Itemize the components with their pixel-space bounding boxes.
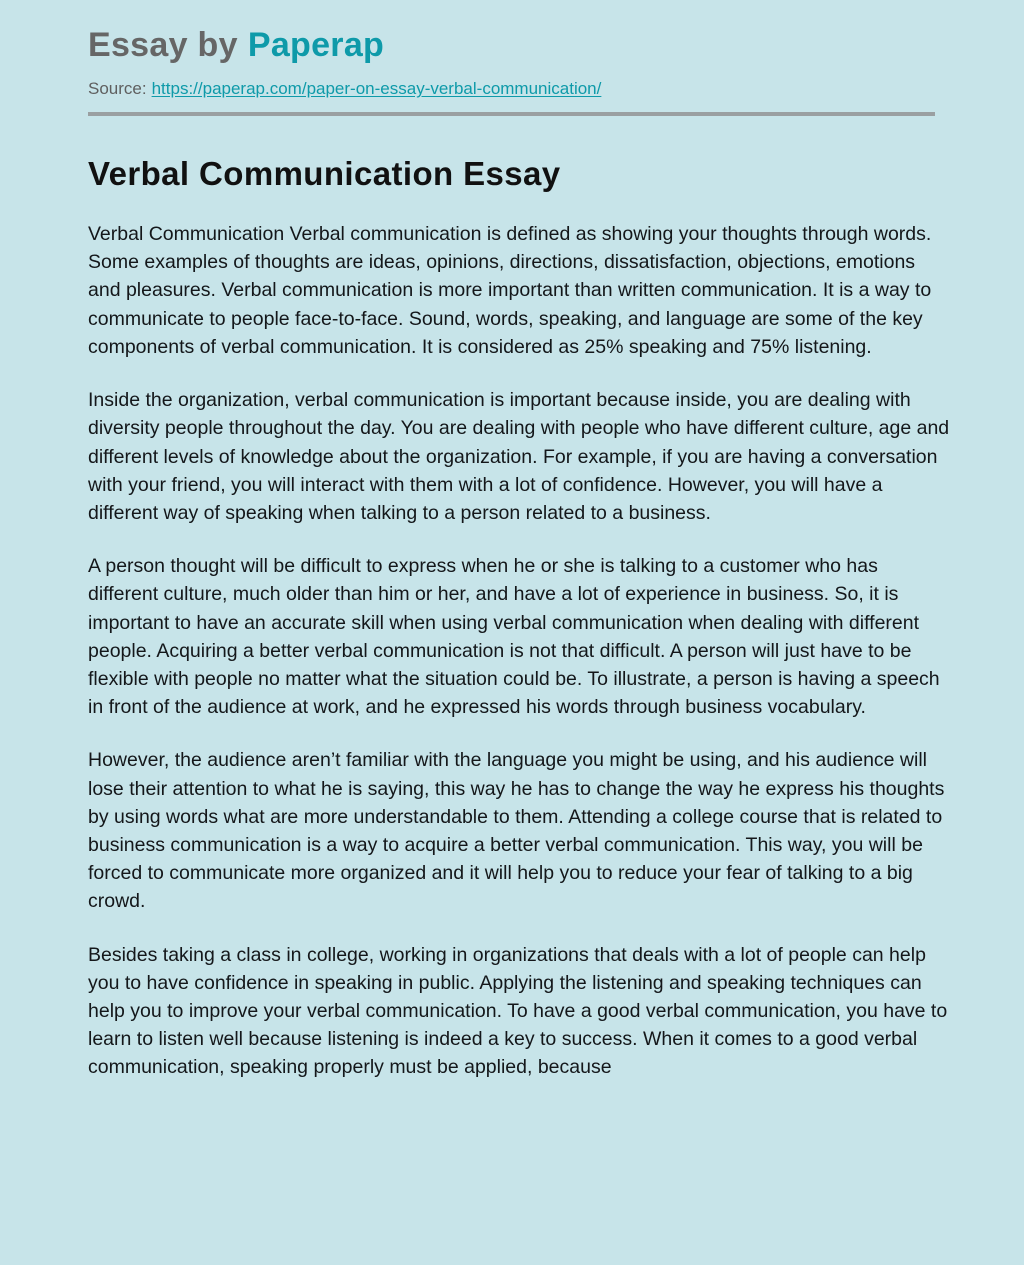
brand-title — [88, 26, 936, 65]
article-body — [88, 220, 950, 1081]
paragraph: Verbal Communication Verbal communication is defined as showing your thoughts through words. Some examples of thoughts are ideas, opinions, directions, dissatisfaction, objections, emotions and pleasures. Verbal communication is more important than written communication. It is a way to communicate to people face-to-face. Sound, words, speaking, and language are some of the key components of verbal communication. It is considered as 25% speaking and 75% listening. — [88, 223, 932, 358]
source-url-link[interactable]: https://paperap.com/paper-on-essay-verbal-communication/ — [151, 79, 602, 99]
paragraph: Besides taking a class in college, working in organizations that deals with a lot of people can help you to have confidence in speaking in public. Applying the listening and speaking techniques can help you to improve your verbal communication. To have a good verbal communication, you have to learn to listen well because listening is indeed a key to success. When it comes to a good verbal communication, speaking properly must be applied, because — [88, 943, 948, 1079]
paragraph: Inside the organization, verbal communication is important because inside, you are dealing with diversity people throughout the day. You are dealing with people who have different culture, age and different levels of knowledge about the organization. For example, if you are having a conversation with your friend, you will interact with them with a lot of confidence. However, you will have a different way of speaking when talking to a person related to a business. — [88, 389, 950, 524]
brand-prefix: Essay by — [88, 26, 238, 64]
source-label: Source: — [88, 79, 147, 99]
source-row — [88, 79, 936, 99]
paragraph: However, the audience aren’t familiar with the language you might be using, and his audience will lose their attention to what he is saying, this way he has to change the way he express his thoughts by using words what are more understandable to them. Attending a college course that is related to business communication is a way to acquire a better verbal communication. This way, you will be forced to communicate more organized and it will help you to reduce your fear of talking to a big crowd. — [88, 749, 945, 913]
paragraph: A person thought will be difficult to express when he or she is talking to a customer who has different culture, much older than him or her, and have a lot of experience in business. So, it is important to have an accurate skill when using verbal communication when dealing with different people. Acquiring a better verbal communication is not that difficult. A person will just have to be flexible with people no matter what the situation could be. To illustrate, a person is having a speech in front of the audience at work, and he expressed his words through business vocabulary. — [88, 555, 940, 719]
article — [0, 116, 1024, 1081]
page-title: Verbal Communication Essay — [88, 155, 561, 193]
masthead — [0, 0, 1024, 116]
brand-name: Paperap — [247, 26, 385, 64]
